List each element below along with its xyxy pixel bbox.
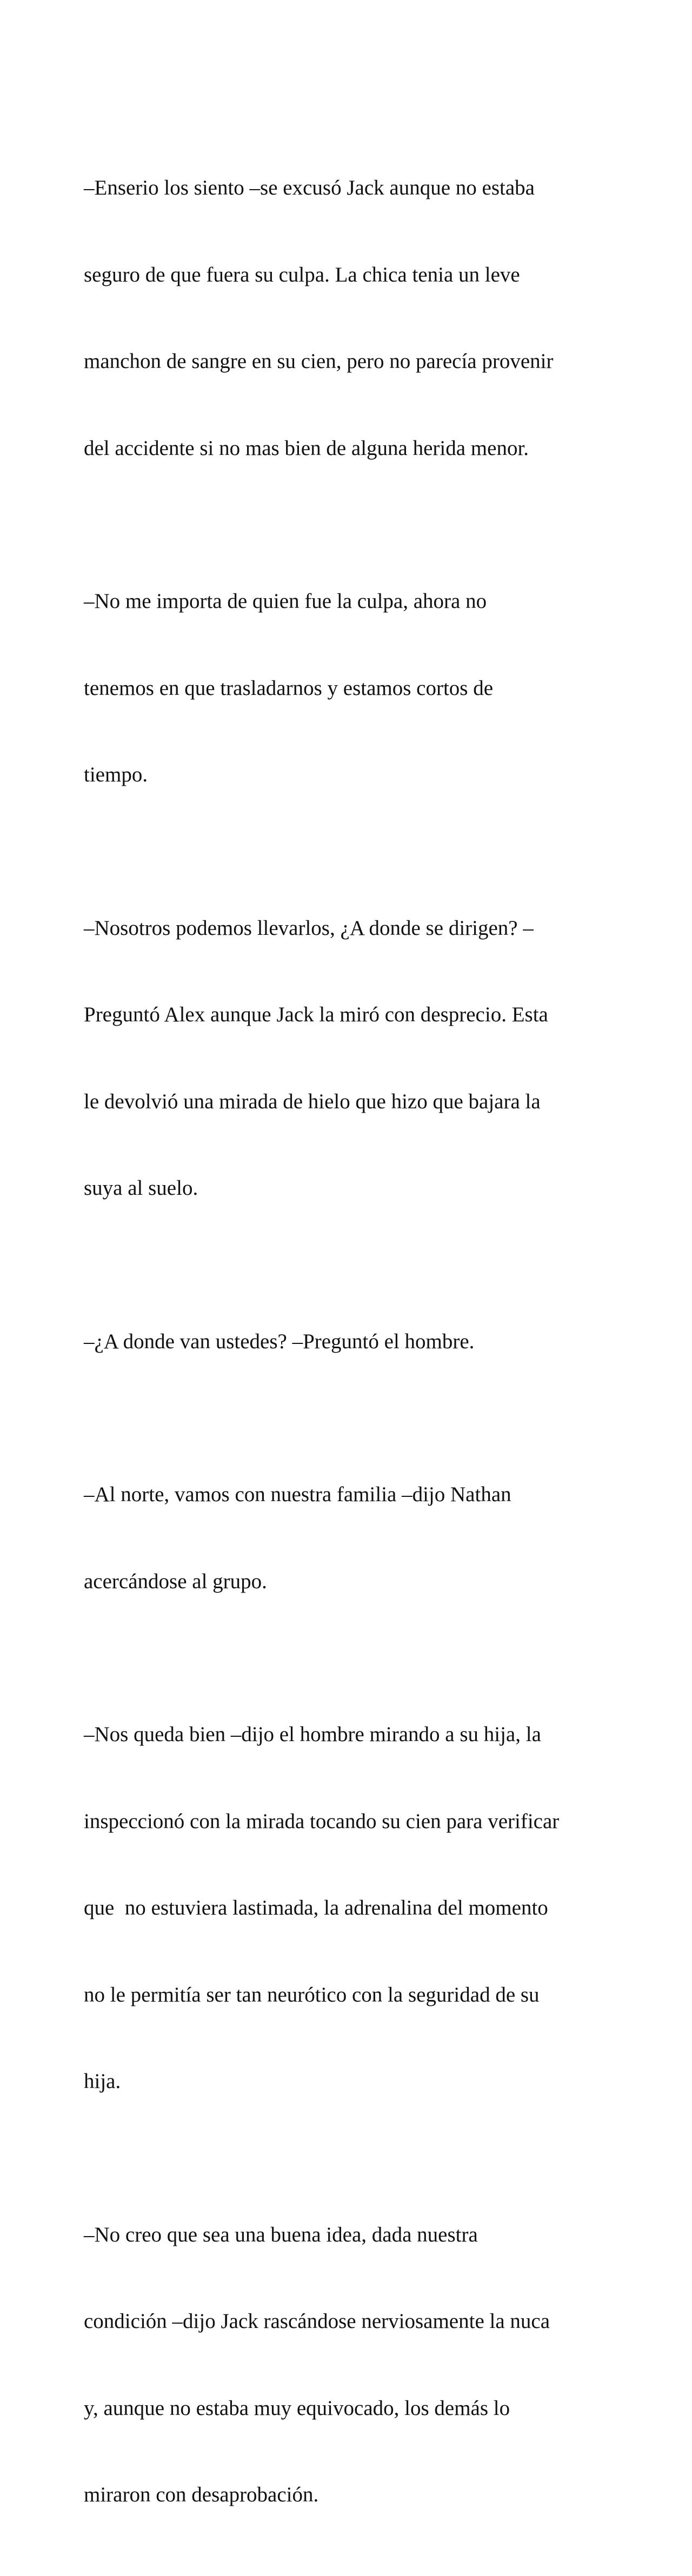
text-line: –Nos queda bien –dijo el hombre mirando a su hija, la: [84, 1723, 541, 1746]
text-line: del accidente si no mas bien de alguna herida menor.: [84, 436, 529, 460]
text-line: manchon de sangre en su cien, pero no parecía provenir: [84, 350, 554, 373]
text-line: le devolvió una mirada de hielo que hizo que bajara la: [84, 1089, 541, 1113]
body-text: [84, 116, 619, 2576]
text-line: que no estuviera lastimada, la adrenalina del momento: [84, 1896, 548, 1919]
text-line: acercándose al grupo.: [84, 1569, 267, 1593]
text-line: –Enserio los siento –se excusó Jack aunque no estaba: [84, 176, 535, 199]
paragraph: [84, 856, 619, 1261]
paragraph: [84, 1422, 619, 1654]
text-line: tenemos en que trasladarnos y estamos cortos de: [84, 676, 494, 700]
paragraph: [84, 1269, 619, 1414]
text-line: suya al suelo.: [84, 1176, 198, 1200]
paragraph: [84, 116, 619, 520]
paragraph: [84, 1662, 619, 2154]
text-line: hija.: [84, 2070, 121, 2093]
paragraph: [84, 529, 619, 847]
text-line: –No creo que sea una buena idea, dada nuestra: [84, 2223, 478, 2246]
text-line: –Al norte, vamos con nuestra familia –dijo Nathan: [84, 1483, 511, 1506]
text-line: no le permitía ser tan neurótico con la seguridad de su: [84, 1983, 540, 2006]
text-line: Preguntó Alex aunque Jack la miró con desprecio. Esta: [84, 1003, 548, 1026]
text-line: seguro de que fuera su culpa. La chica tenia un leve: [84, 263, 520, 286]
text-line: condición –dijo Jack rascándose nerviosamente la nuca: [84, 2310, 550, 2333]
text-line: y, aunque no estaba muy equivocado, los demás lo: [84, 2396, 510, 2420]
paragraph: [84, 2163, 619, 2567]
text-line: –¿A donde van ustedes? –Preguntó el hombre.: [84, 1329, 475, 1353]
text-line: tiempo.: [84, 763, 148, 786]
text-line: inspeccionó con la mirada tocando su cien para verificar: [84, 1809, 560, 1833]
text-line: miraron con desaprobación.: [84, 2483, 319, 2506]
text-line: –No me importa de quien fue la culpa, ahora no: [84, 590, 487, 613]
text-line: –Nosotros podemos llevarlos, ¿A donde se dirigen? –: [84, 916, 534, 940]
